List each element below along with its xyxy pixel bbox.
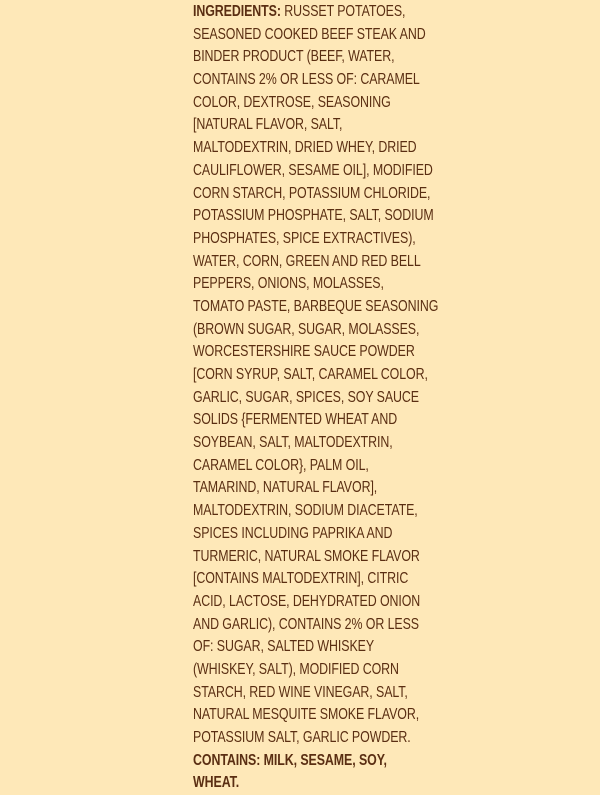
ingredients-line: AND GARLIC), CONTAINS 2% OR LESS: [193, 615, 419, 633]
ingredients-line: TOMATO PASTE, BARBEQUE SEASONING: [193, 297, 439, 315]
ingredients-line: SEASONED COOKED BEEF STEAK AND: [193, 25, 426, 43]
ingredients-line: [CONTAINS MALTODEXTRIN], CITRIC: [193, 570, 409, 588]
ingredients-line: OF: SUGAR, SALTED WHISKEY: [193, 638, 375, 656]
ingredients-line: MALTODEXTRIN, SODIUM DIACETATE,: [193, 502, 418, 520]
ingredients-heading: INGREDIENTS:: [193, 3, 281, 20]
ingredients-line: GARLIC, SUGAR, SPICES, SOY SAUCE: [193, 388, 419, 406]
ingredients-line: [CORN SYRUP, SALT, CARAMEL COLOR,: [193, 366, 428, 383]
ingredients-line: MALTODEXTRIN, DRIED WHEY, DRIED: [193, 139, 417, 157]
allergen-contains-line: WHEAT.: [193, 774, 240, 792]
ingredients-text-block: [193, 1, 439, 795]
ingredients-line: (WHISKEY, SALT), MODIFIED CORN: [193, 660, 399, 678]
ingredients-line: CARAMEL COLOR}, PALM OIL,: [193, 456, 369, 474]
allergen-contains-line: CONTAINS: MILK, SESAME, SOY,: [193, 751, 387, 769]
ingredients-line: WORCESTERSHIRE SAUCE POWDER: [193, 343, 415, 361]
ingredients-line: TURMERIC, NATURAL SMOKE FLAVOR: [193, 547, 420, 565]
ingredients-line: CORN STARCH, POTASSIUM CHLORIDE,: [193, 184, 431, 202]
ingredients-line: TAMARIND, NATURAL FLAVOR],: [193, 479, 378, 497]
ingredients-line: COLOR, DEXTROSE, SEASONING: [193, 93, 391, 111]
ingredients-line: BINDER PRODUCT (BEEF, WATER,: [193, 48, 395, 66]
ingredients-line: [NATURAL FLAVOR, SALT,: [193, 116, 343, 134]
ingredients-line: PEPPERS, ONIONS, MOLASSES,: [193, 275, 384, 293]
ingredients-line: WATER, CORN, GREEN AND RED BELL: [193, 252, 421, 270]
ingredients-text: RUSSET POTATOES,: [280, 3, 406, 20]
ingredients-line: SOLIDS {FERMENTED WHEAT AND: [193, 411, 398, 429]
ingredients-line: SPICES INCLUDING PAPRIKA AND: [193, 524, 393, 542]
ingredients-line: [193, 1, 406, 24]
ingredients-line: POTASSIUM SALT, GARLIC POWDER.: [193, 729, 411, 746]
ingredients-line: NATURAL MESQUITE SMOKE FLAVOR,: [193, 706, 420, 724]
ingredients-line: PHOSPHATES, SPICE EXTRACTIVES),: [193, 229, 416, 247]
ingredients-line: STARCH, RED WINE VINEGAR, SALT,: [193, 683, 408, 701]
ingredients-line: POTASSIUM PHOSPHATE, SALT, SODIUM: [193, 207, 434, 225]
ingredients-line: CONTAINS 2% OR LESS OF: CARAMEL: [193, 71, 420, 89]
ingredients-line: (BROWN SUGAR, SUGAR, MOLASSES,: [193, 320, 420, 338]
ingredients-line: ACID, LACTOSE, DEHYDRATED ONION: [193, 592, 421, 610]
ingredients-line: CAULIFLOWER, SESAME OIL], MODIFIED: [193, 161, 433, 179]
ingredients-line: SOYBEAN, SALT, MALTODEXTRIN,: [193, 434, 393, 452]
